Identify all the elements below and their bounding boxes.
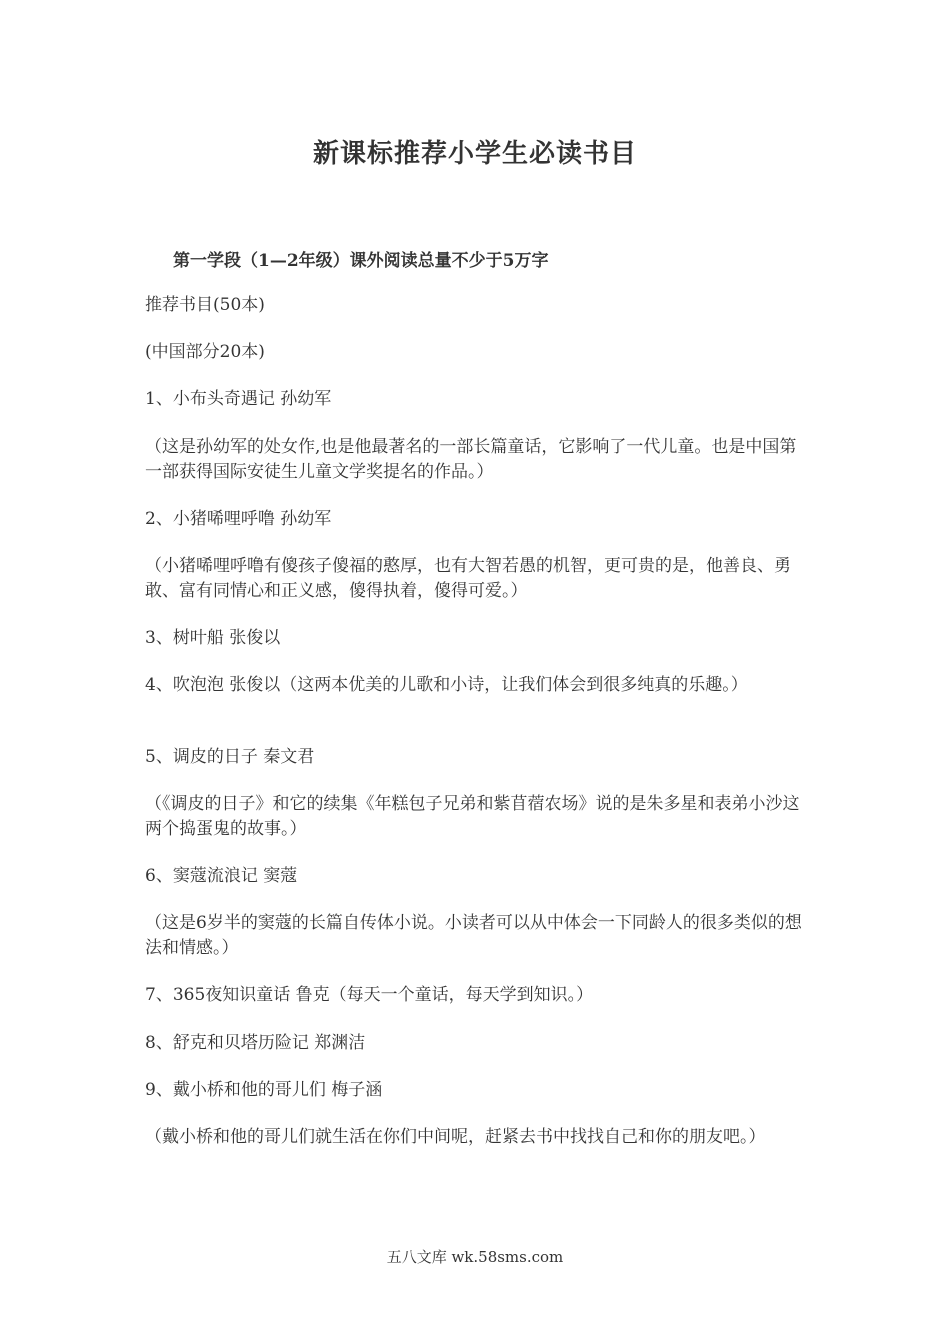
list-item: 5、调皮的日子 秦文君 xyxy=(145,747,315,767)
list-item: 1、小布头奇遇记 孙幼军 xyxy=(145,389,332,409)
section-heading: 第一学段（1—2年级）课外阅读总量不少于5万字 xyxy=(173,251,549,271)
paragraph-recommended-count: 推荐书目(50本) xyxy=(145,295,265,315)
list-item: 4、吹泡泡 张俊以（这两本优美的儿歌和小诗，让我们体会到很多纯真的乐趣。） xyxy=(145,675,748,695)
list-item: 6、窦蔻流浪记 窦蔻 xyxy=(145,866,298,886)
book-description: （戴小桥和他的哥儿们就生活在你们中间呢，赶紧去书中找找自己和你的朋友吧。） xyxy=(145,1127,766,1147)
list-item: 3、树叶船 张俊以 xyxy=(145,628,281,648)
book-description: （《调皮的日子》和它的续集《年糕包子兄弟和紫苜蓿农场》说的是朱多星和表弟小沙这两个捣蛋鬼的故事。） xyxy=(145,794,800,839)
book-description: （这是6岁半的窦蔻的长篇自传体小说。小读者可以从中体会一下同龄人的很多类似的想法和情感。） xyxy=(145,913,802,958)
book-description: （小猪唏哩呼噜有傻孩子傻福的憨厚，也有大智若愚的机智，更可贵的是，他善良、勇敢、富有同情心和正义感，傻得执着，傻得可爱。） xyxy=(145,556,791,601)
list-item: 7、365夜知识童话 鲁克（每天一个童话，每天学到知识。） xyxy=(145,985,594,1005)
book-description: （这是孙幼军的处女作,也是他最著名的一部长篇童话，它影响了一代儿童。也是中国第一部获得国际安徒生儿童文学奖提名的作品。） xyxy=(145,437,797,482)
paragraph-chinese-section: (中国部分20本) xyxy=(145,342,265,362)
page-footer: 五八文库 wk.58sms.com xyxy=(386,1248,564,1266)
document-title: 新课标推荐小学生必读书目 xyxy=(312,139,637,169)
list-item: 8、舒克和贝塔历险记 郑渊洁 xyxy=(145,1033,366,1053)
list-item: 2、小猪唏哩呼噜 孙幼军 xyxy=(145,509,332,529)
list-item: 9、戴小桥和他的哥儿们 梅子涵 xyxy=(145,1080,383,1100)
